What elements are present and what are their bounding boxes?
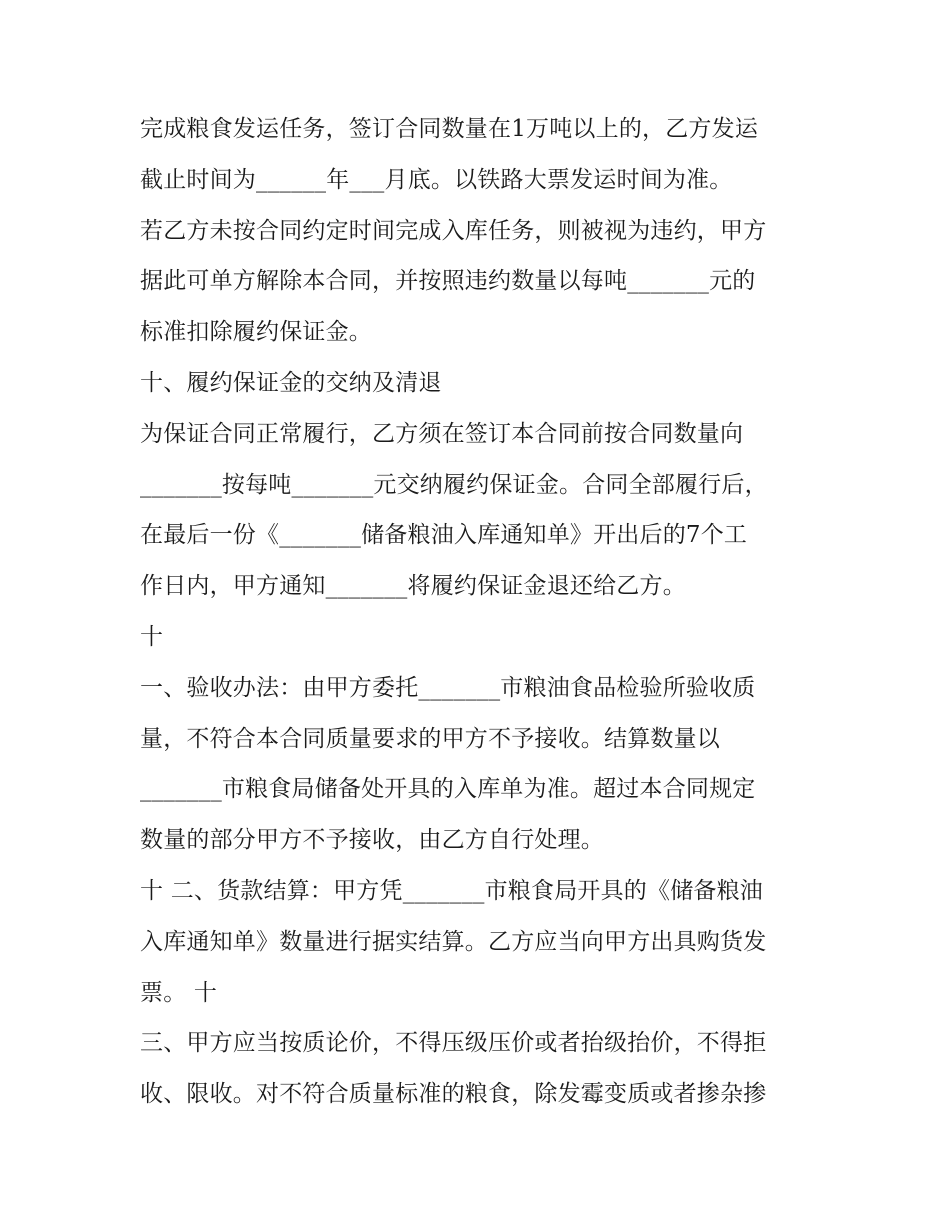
text-line: 票。 十: [140, 979, 218, 1006]
text-line: 为保证合同正常履行，乙方须在签订本合同前按合同数量向: [140, 420, 744, 447]
text-line: _______市粮食局储备处开具的入库单为准。超过本合同规定: [140, 776, 756, 803]
text-line: 完成粮食发运任务，签订合同数量在1万吨以上的，乙方发运: [140, 116, 759, 142]
text-line: 作日内，甲方通知_______将履约保证金退还给乙方。: [140, 573, 686, 600]
text-line: 收、限收。对不符合质量标准的粮食，除发霉变质或者掺杂掺: [140, 1081, 767, 1108]
text-line: 在最后一份《_______储备粮油入库通知单》开出后的7个工: [140, 522, 748, 549]
text-line: _______按每吨_______元交纳履约保证金。合同全部履行后，: [140, 471, 768, 498]
text-line: 十 二、货款结算：甲方凭_______市粮食局开具的《储备粮油: [140, 877, 764, 904]
text-line: 三、甲方应当按质论价，不得压级压价或者抬级抬价，不得拒: [140, 1030, 767, 1057]
text-line: 一、验收办法：由甲方委托_______市粮油食品检验所验收质: [140, 674, 756, 701]
contract-text: [140, 104, 840, 1120]
text-line: 十: [140, 623, 164, 650]
text-line: 数量的部分甲方不予接收，由乙方自行处理。: [140, 827, 604, 854]
text-line: 若乙方未按合同约定时间完成入库任务，则被视为违约，甲方: [140, 217, 767, 244]
text-line: 截止时间为______年___月底。以铁路大票发运时间为准。: [140, 166, 733, 193]
text-line: 入库通知单》数量进行据实结算。乙方应当向甲方出具购货发: [140, 928, 767, 955]
text-line: 量，不符合本合同质量要求的甲方不予接收。结算数量以: [140, 725, 720, 752]
section-heading: 十、履约保证金的交纳及清退: [140, 369, 442, 396]
text-line: 标准扣除履约保证金。: [140, 319, 372, 346]
text-line: 据此可单方解除本合同，并按照违约数量以每吨_______元的: [140, 268, 756, 295]
